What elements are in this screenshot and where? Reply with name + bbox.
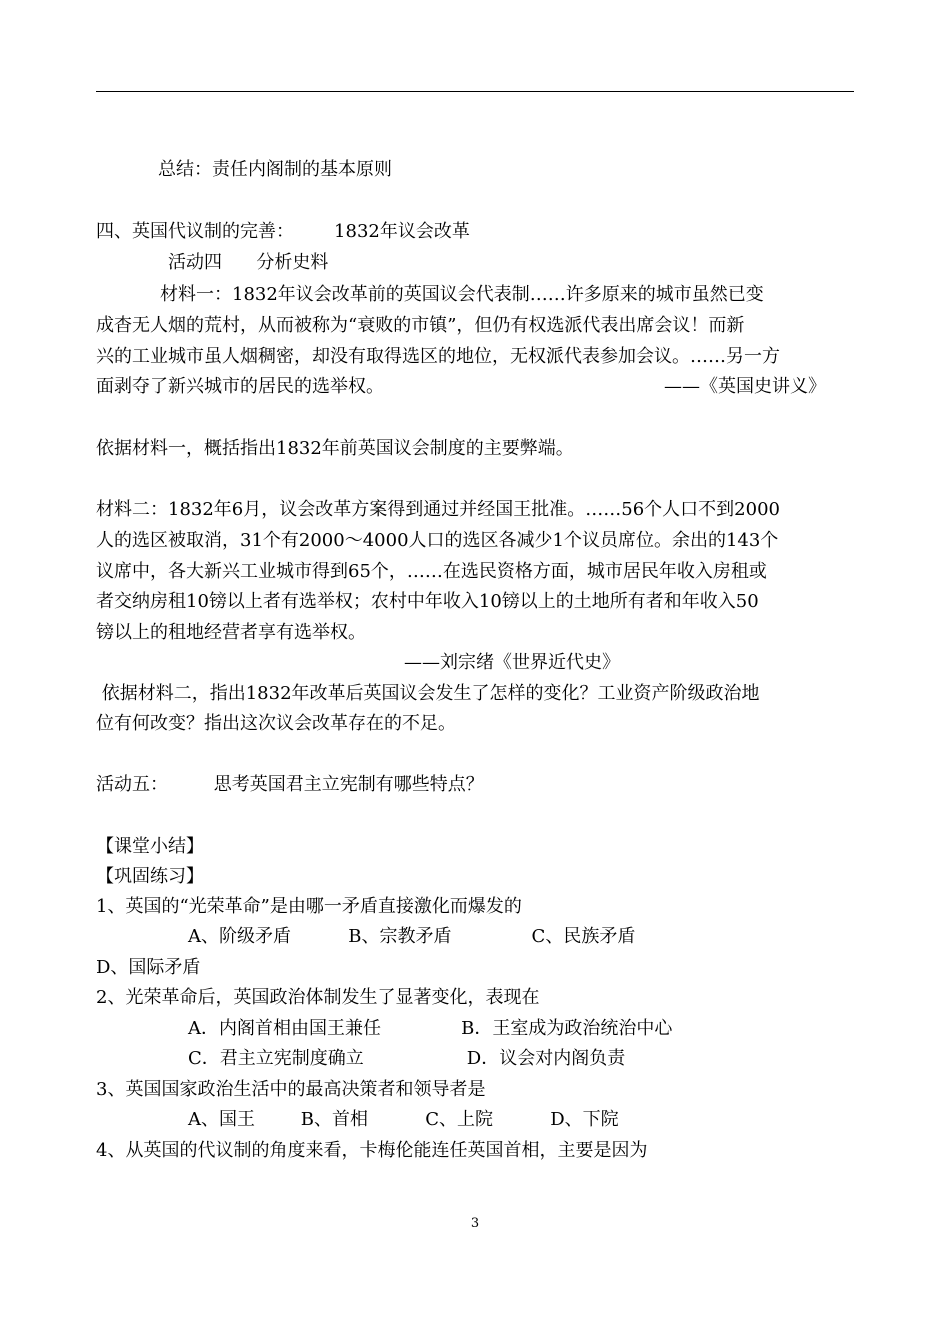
material-two-line: 人的选区被取消，31个有2000～4000人口的选区各减少1个议员席位。余出的143个 — [96, 530, 779, 551]
exercise-one-option-d: D、国际矛盾 — [96, 957, 201, 978]
question-two-line: 位有何改变？指出这次议会改革存在的不足。 — [96, 713, 456, 734]
question-one: 依据材料一，概括指出1832年前英国议会制度的主要弊端。 — [96, 438, 574, 459]
material-two-line: 材料二：1832年6月，议会改革方案得到通过并经国王批准。……56个人口不到2000 — [96, 499, 780, 520]
exercise-one-options: A、阶级矛盾 B、宗教矛盾 C、民族矛盾 — [188, 926, 636, 947]
material-two-source: ——刘宗绪《世界近代史》 — [404, 652, 620, 673]
material-one-line: 成杳无人烟的荒村，从而被称为“衰败的市镇”，但仍有权选派代表出席会议！而新 — [96, 315, 745, 336]
material-one-line: 面剥夺了新兴城市的居民的选举权。 — [96, 376, 384, 397]
material-one-line: 材料一：1832年议会改革前的英国议会代表制……许多原来的城市虽然已变 — [160, 284, 764, 305]
exercise-two-options-cd: C．君主立宪制度确立 D．议会对内阁负责 — [188, 1048, 626, 1069]
practice-heading: 【巩固练习】 — [96, 866, 204, 887]
header-rule — [96, 91, 854, 92]
class-summary-heading: 【课堂小结】 — [96, 836, 204, 857]
material-one-source: ——《英国史讲义》 — [664, 376, 826, 397]
section-heading: 四、英国代议制的完善： 1832年议会改革 — [96, 221, 470, 242]
exercise-two-options-ab: A．内阁首相由国王兼任 B．王室成为政治统治中心 — [188, 1018, 673, 1039]
material-one-line: 兴的工业城市虽人烟稠密，却没有取得选区的地位，无权派代表参加会议。……另一方 — [96, 346, 780, 367]
question-two-line: 依据材料二，指出1832年改革后英国议会发生了怎样的变化？工业资产阶级政治地 — [96, 683, 760, 704]
exercise-three-options: A、国王 B、首相 C、上院 D、下院 — [188, 1109, 619, 1130]
exercise-three: 3、英国国家政治生活中的最高决策者和领导者是 — [96, 1079, 486, 1100]
exercise-four: 4、从英国的代议制的角度来看，卡梅伦能连任英国首相，主要是因为 — [96, 1140, 648, 1161]
exercise-two: 2、光荣革命后，英国政治体制发生了显著变化，表现在 — [96, 987, 540, 1008]
activity-five: 活动五： 思考英国君主立宪制有哪些特点？ — [96, 774, 484, 795]
page-number: 3 — [470, 1216, 480, 1231]
material-two-line: 者交纳房租10镑以上者有选举权；农村中年收入10镑以上的土地所有者和年收入50 — [96, 591, 759, 612]
summary-line: 总结：责任内阁制的基本原则 — [158, 159, 392, 180]
activity-four: 活动四 分析史料 — [168, 252, 329, 273]
material-two-line: 镑以上的租地经营者享有选举权。 — [96, 622, 366, 643]
exercise-one: 1、英国的“光荣革命”是由哪一矛盾直接激化而爆发的 — [96, 896, 522, 917]
material-two-line: 议席中，各大新兴工业城市得到65个，……在选民资格方面，城市居民年收入房租或 — [96, 561, 767, 582]
